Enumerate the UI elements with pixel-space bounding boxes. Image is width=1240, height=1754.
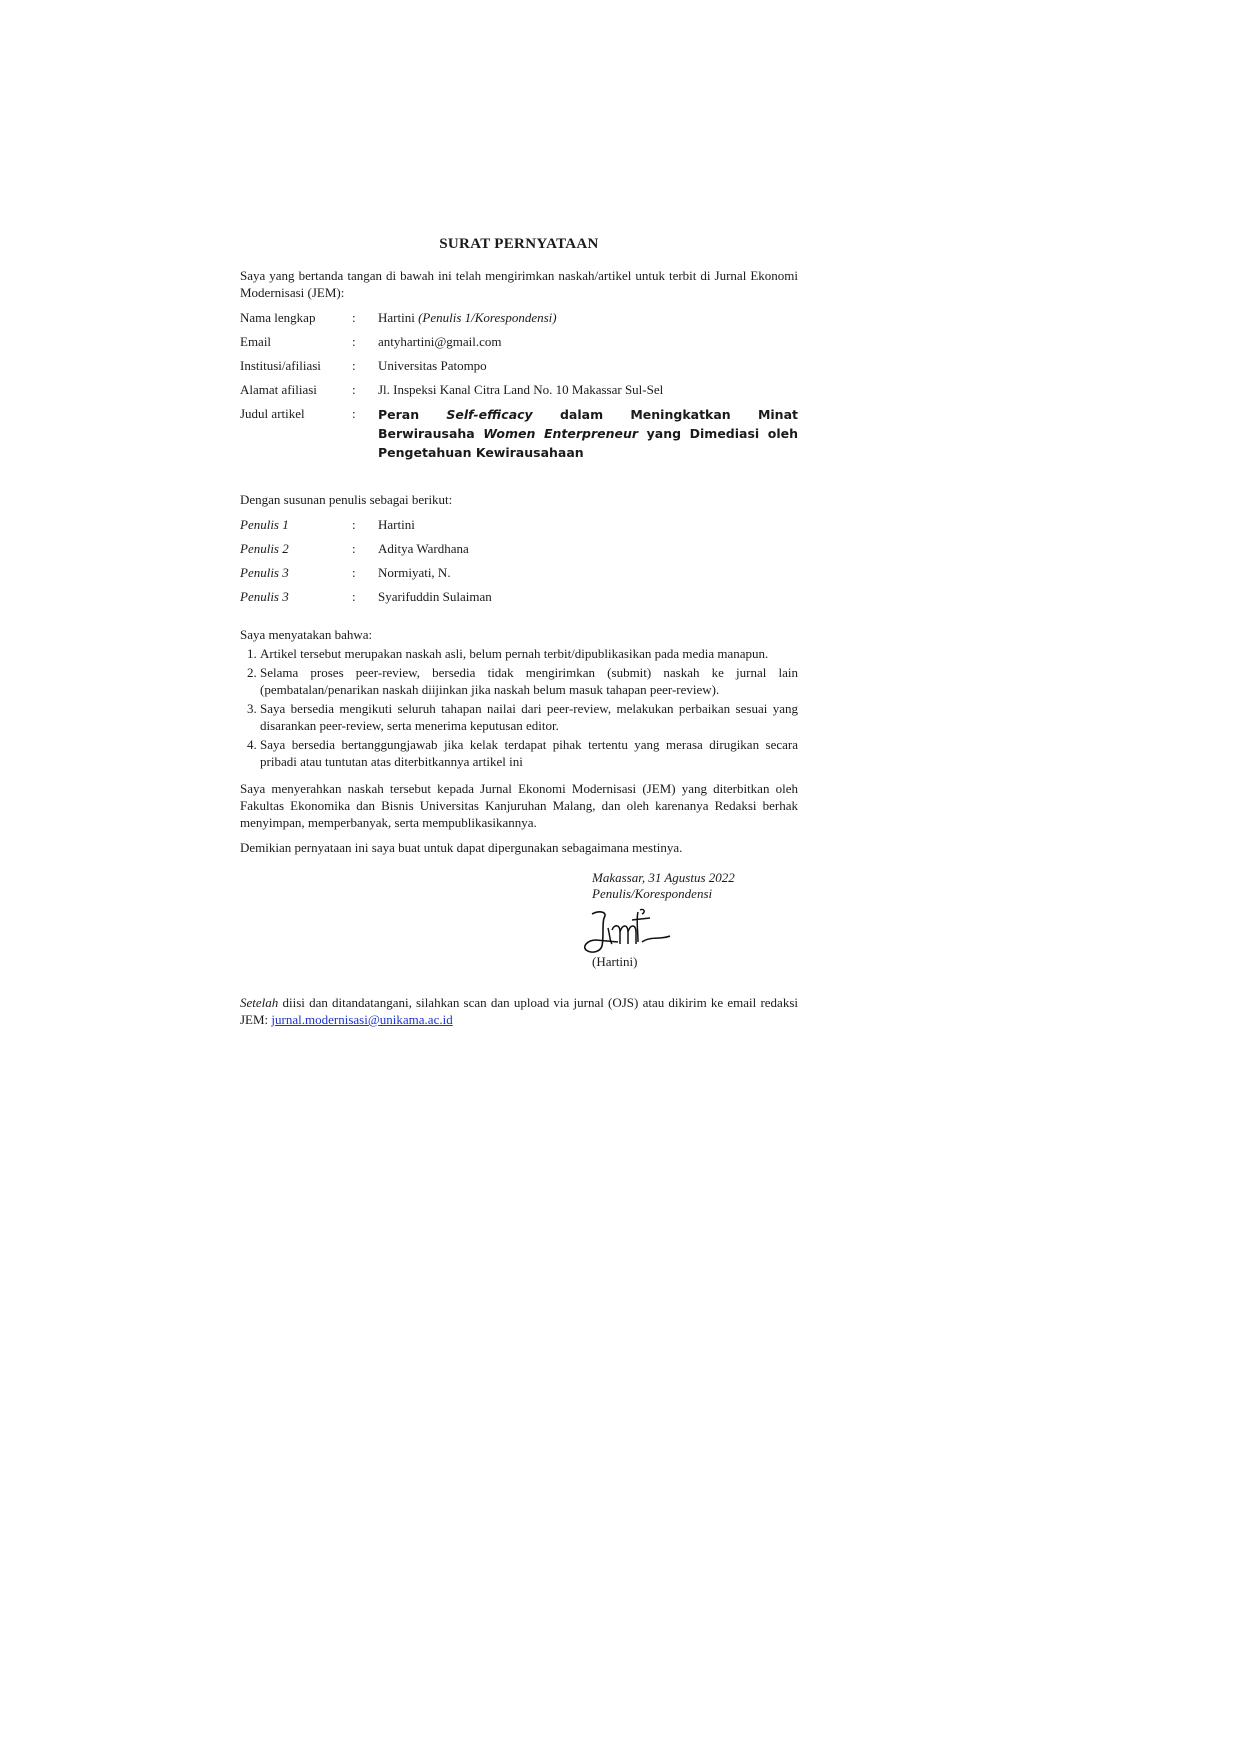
field-alamat <box>240 381 798 398</box>
closing-paragraph: Demikian pernyataan ini saya buat untuk dapat dipergunakan sebagaimana mestinya. <box>240 840 683 855</box>
author-name: Hartini <box>378 310 415 325</box>
intro-paragraph: Saya yang bertanda tangan di bawah ini telah mengirimkan naskah/artikel untuk terbit di Jurnal Ekonomi Modernisasi (JEM): <box>240 268 798 300</box>
signer-role: Penulis/Korespondensi <box>592 886 713 901</box>
declaration-intro: Saya menyatakan bahwa: <box>240 627 373 642</box>
field-label: Judul artikel <box>240 406 305 421</box>
author-name: Normiyati, N. <box>378 565 451 580</box>
article-title-part: Peran <box>378 407 447 422</box>
field-email <box>240 333 798 350</box>
declaration-item: 3. Saya bersedia mengikuti seluruh tahapan nailai dari peer-review, melakukan perbaikan sesuai yang disarankan peer-review, serta menerima keputusan editor. <box>260 700 798 734</box>
field-value: Jl. Inspeksi Kanal Citra Land No. 10 Makassar Sul-Sel <box>378 382 664 397</box>
author-row <box>240 588 798 605</box>
declaration-item: 2. Selama proses peer-review, bersedia tidak mengirimkan (submit) naskah ke jurnal lain (pembatalan/penarikan naskah diijinkan jika naskah belum masuk tahapan peer-review). <box>260 664 798 698</box>
author-list <box>240 516 798 605</box>
field-judul <box>240 405 798 462</box>
author-name: Aditya Wardhana <box>378 541 469 556</box>
editorial-email-link[interactable]: jurnal.modernisasi@unikama.ac.id <box>271 1012 453 1027</box>
author-role-note: (Penulis 1/Korespondensi) <box>418 310 557 325</box>
field-nama <box>240 309 798 326</box>
field-institusi <box>240 357 798 374</box>
article-title <box>378 405 798 462</box>
field-label: Nama lengkap <box>240 310 316 325</box>
author-name: Syarifuddin Sulaiman <box>378 589 492 604</box>
author-name: Hartini <box>378 517 415 532</box>
footer-italic: Setelah <box>240 995 279 1010</box>
field-separator: : <box>352 541 356 556</box>
author-label: Penulis 1 <box>240 517 289 532</box>
article-title-part: dalam Meningkatkan Minat Berwirausaha <box>378 407 798 441</box>
author-label: Penulis 2 <box>240 541 289 556</box>
footer-note <box>240 994 798 1028</box>
author-label: Penulis 3 <box>240 565 289 580</box>
signature-block <box>592 870 798 970</box>
authors-intro: Dengan susunan penulis sebagai berikut: <box>240 492 453 507</box>
identity-fields <box>240 309 798 462</box>
place-date: Makassar, 31 Agustus 2022 <box>592 870 735 885</box>
field-label: Institusi/afiliasi <box>240 358 321 373</box>
author-row <box>240 564 798 581</box>
footer-text: diisi dan ditandatangani, silahkan scan dan upload via jurnal (OJS) atau dikirim ke email redaksi JEM: <box>240 995 798 1027</box>
field-separator: : <box>352 406 356 421</box>
field-label: Alamat afiliasi <box>240 382 317 397</box>
field-separator: : <box>352 310 356 325</box>
declaration-list <box>240 645 798 770</box>
field-separator: : <box>352 565 356 580</box>
handwritten-signature <box>578 906 674 958</box>
field-value: antyhartini@gmail.com <box>378 334 502 349</box>
article-title-part: yang Dimediasi oleh Pengetahuan Kewirausahaan <box>378 426 799 460</box>
field-label: Email <box>240 334 272 349</box>
author-row <box>240 540 798 557</box>
signer-name: (Hartini) <box>592 954 638 969</box>
author-row <box>240 516 798 533</box>
field-value <box>378 309 798 326</box>
declaration-item: 4. Saya bersedia bertanggungjawab jika kelak terdapat pihak tertentu yang merasa dirugikan secara pribadi atau tuntutan atas diterbitkannya artikel ini <box>260 736 798 770</box>
field-separator: : <box>352 358 356 373</box>
author-label: Penulis 3 <box>240 589 289 604</box>
article-title-italic: Women Enterpreneur <box>483 426 639 441</box>
declaration-item: 1. Artikel tersebut merupakan naskah asli, belum pernah terbit/dipublikasikan pada media manapun. <box>260 645 798 662</box>
field-separator: : <box>352 589 356 604</box>
article-title-italic: Self-efficacy <box>446 407 533 422</box>
statement-letter <box>240 236 798 1028</box>
transfer-paragraph: Saya menyerahkan naskah tersebut kepada Jurnal Ekonomi Modernisasi (JEM) yang diterbitkan oleh Fakultas Ekonomika dan Bisnis Universitas Kanjuruhan Malang, dan oleh karenanya Redaksi berhak menyimpan, memperbanyak, serta mempublikasikannya. <box>240 781 798 830</box>
field-separator: : <box>352 517 356 532</box>
field-value: Universitas Patompo <box>378 358 487 373</box>
field-separator: : <box>352 334 356 349</box>
field-separator: : <box>352 382 356 397</box>
page-title: SURAT PERNYATAAN <box>439 236 599 252</box>
